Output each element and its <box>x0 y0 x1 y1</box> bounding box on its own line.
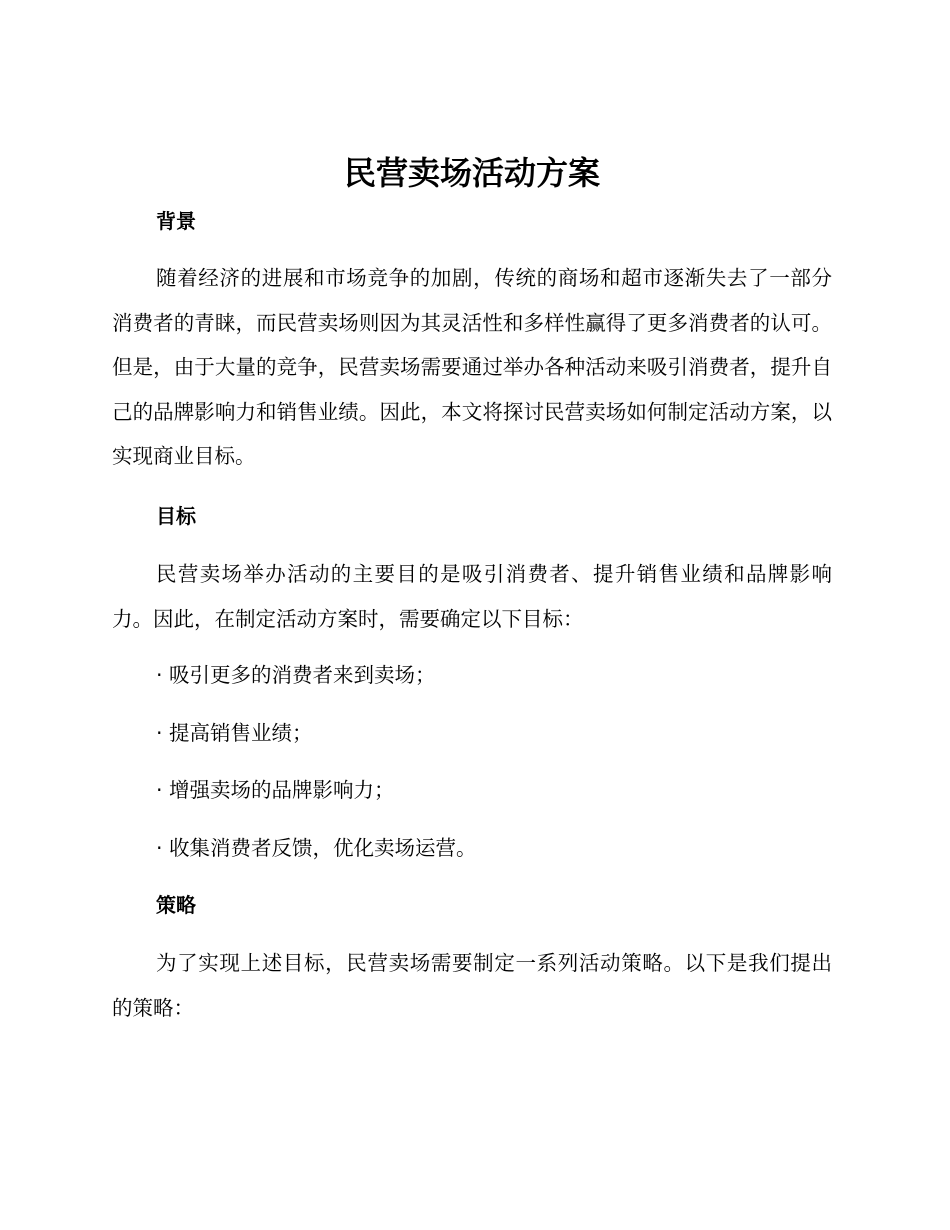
strategy-paragraph: 为了实现上述目标，民营卖场需要制定一系列活动策略。以下是我们提出的策略： <box>112 951 832 1020</box>
goals-paragraph: 民营卖场举办活动的主要目的是吸引消费者、提升销售业绩和品牌影响力。因此，在制定活动方案时，需要确定以下目标： <box>112 562 832 631</box>
goal-item: · 增强卖场的品牌影响力； <box>156 778 395 802</box>
section-heading-goals: 目标 <box>156 504 196 528</box>
goal-item: · 提高销售业绩； <box>156 721 313 745</box>
goal-item: · 收集消费者反馈，优化卖场运营。 <box>156 836 477 860</box>
background-paragraph: 随着经济的进展和市场竞争的加剧，传统的商场和超市逐渐失去了一部分消费者的青睐，而民营卖场则因为其灵活性和多样性赢得了更多消费者的认可。但是，由于大量的竞争，民营卖场需要通过举办各种活动来吸引消费者，提升自己的品牌影响力和销售业绩。因此，本文将探讨民营卖场如何制定活动方案，以实现商业目标。 <box>112 266 832 468</box>
section-heading-strategy: 策略 <box>156 893 196 917</box>
document-title: 民营卖场活动方案 <box>343 154 600 192</box>
section-heading-background: 背景 <box>156 209 196 233</box>
goal-item: · 吸引更多的消费者来到卖场； <box>156 663 436 687</box>
